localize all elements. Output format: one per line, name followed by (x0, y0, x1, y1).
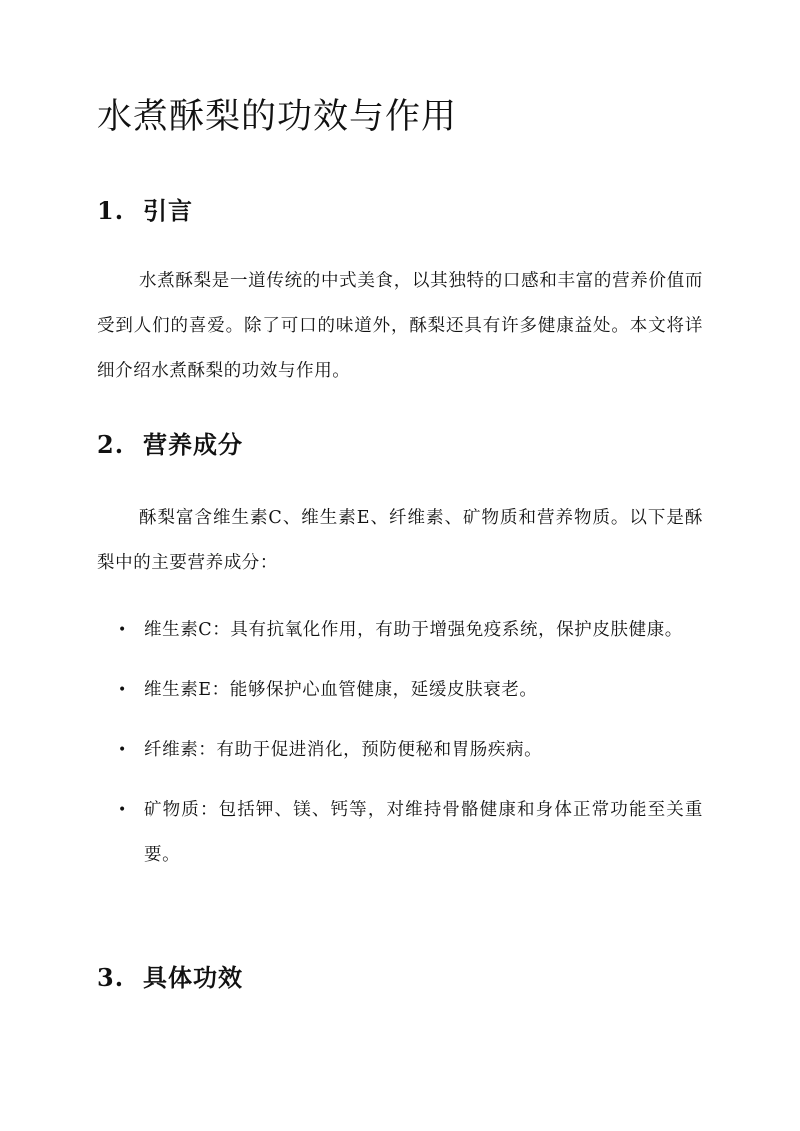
nutrient-list (97, 608, 703, 893)
nutrition-paragraph: 酥梨富含维生素C、维生素E、纤维素、矿物质和营养物质。以下是酥梨中的主要营养成分： (97, 508, 703, 573)
list-item-text: 维生素E：能够保护心血管健康，延缓皮肤衰老。 (144, 680, 538, 700)
list-item (97, 608, 703, 653)
list-item-text: 纤维素：有助于促进消化，预防便秘和胃肠疾病。 (144, 740, 543, 760)
bullet-icon: • (118, 682, 127, 698)
intro-paragraph: 水煮酥梨是一道传统的中式美食，以其独特的口感和丰富的营养价值而受到人们的喜爱。除了可口的味道外，酥梨还具有许多健康益处。本文将详细介绍水煮酥梨的功效与作用。 (97, 271, 703, 381)
list-item (97, 728, 703, 773)
section-number: 1. (97, 196, 125, 225)
bullet-icon: • (118, 802, 127, 818)
section-number: 3. (97, 963, 125, 992)
bullet-icon: • (118, 622, 127, 638)
page-title: 水煮酥梨的功效与作用 (97, 97, 458, 137)
list-item (97, 668, 703, 713)
section-heading-effects (97, 961, 243, 995)
list-item-text: 矿物质：包括钾、镁、钙等，对维持骨骼健康和身体正常功能至关重要。 (144, 800, 703, 865)
section-title: 营养成分 (143, 430, 243, 459)
section-title: 具体功效 (143, 963, 243, 992)
section-heading-intro (97, 194, 193, 228)
list-item-text: 维生素C：具有抗氧化作用，有助于增强免疫系统，保护皮肤健康。 (144, 620, 683, 640)
section-title: 引言 (143, 196, 193, 225)
section-number: 2. (97, 430, 125, 459)
section-heading-nutrition (97, 428, 243, 462)
bullet-icon: • (118, 742, 127, 758)
list-item (97, 788, 703, 878)
